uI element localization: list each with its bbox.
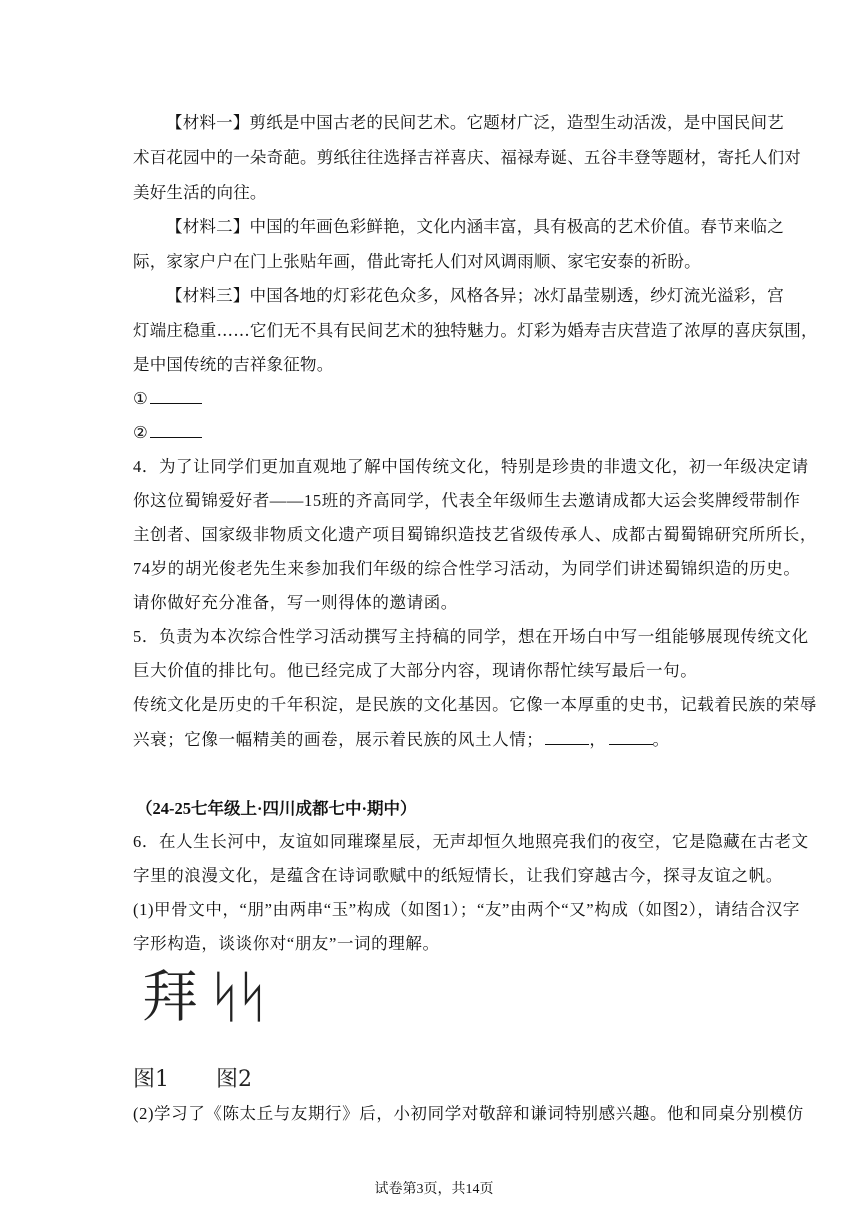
answer-blank-3[interactable] xyxy=(545,728,589,745)
question-4-line-5: 请你做好充分准备，写一则得体的邀请函。 xyxy=(133,593,458,612)
sentence-end: 。 xyxy=(652,730,670,749)
question-6-line-1: 6．在人生长河中，友谊如同璀璨星辰，无声却恒久地照亮我们的夜空，它是隐藏在古老文 xyxy=(133,832,809,851)
material-1-line-1: 【材料一】剪纸是中国古老的民间艺术。它题材广泛，造型生动活泼，是中国民间艺 xyxy=(166,113,784,132)
material-3-line-1: 【材料三】中国各地的灯彩花色众多，风格各异；冰灯晶莹剔透，纱灯流光溢彩，宫 xyxy=(166,286,784,305)
material-1-line-2: 术百花园中的一朵奇葩。剪纸往往选择吉祥喜庆、福禄寿诞、五谷丰登等题材，寄托人们对 xyxy=(133,148,801,167)
material-3-line-3: 是中国传统的吉祥象征物。 xyxy=(133,355,334,374)
material-2-line-2: 际，家家户户在门上张贴年画，借此寄托人们对风调雨顺、家宅安泰的祈盼。 xyxy=(133,252,701,271)
blank-separator: ， xyxy=(589,730,607,749)
answer-line-1[interactable] xyxy=(133,387,202,410)
answer-2-marker: ② xyxy=(133,423,148,442)
oracle-bone-peng-figure: 拜 xyxy=(142,965,198,1030)
question-6-sub1-line-2: 字形构造，谈谈你对“朋友”一词的理解。 xyxy=(133,934,440,953)
page-footer: 试卷第3页，共14页 xyxy=(374,1182,494,1197)
oracle-bone-you-figure: ᛋᛋ xyxy=(208,965,264,1030)
material-3-line-2: 灯端庄稳重……它们无不具有民间艺术的独特魅力。灯彩为婚寿吉庆营造了浓厚的喜庆氛围， xyxy=(133,321,818,340)
question-6-sub1-line-1: (1)甲骨文中，“朋”由两串“玉”构成（如图1）；“友”由两个“又”构成（如图2），请结合汉字 xyxy=(133,900,801,919)
answer-2-blank[interactable] xyxy=(150,421,202,438)
question-4-line-1: 4．为了让同学们更加直观地了解中国传统文化，特别是珍贵的非遗文化，初一年级决定请 xyxy=(133,457,809,476)
figure-1-label: 图1 xyxy=(133,1067,169,1092)
question-4-line-2: 你这位蜀锦爱好者——15班的齐高同学，代表全年级师生去邀请成都大运会奖牌绶带制作 xyxy=(133,491,801,510)
question-5-line-3: 传统文化是历史的千年积淀，是民族的文化基因。它像一本厚重的史书，记载着民族的荣辱 xyxy=(133,695,817,714)
question-6-line-2: 字里的浪漫文化，是蕴含在诗词歌赋中的纸短情长，让我们穿越古今，探寻友谊之帆。 xyxy=(133,866,783,885)
question-5-line-4 xyxy=(133,728,670,751)
question-5-line-2: 巨大价值的排比句。他已经完成了大部分内容，现请你帮忙续写最后一句。 xyxy=(133,661,698,680)
answer-blank-4[interactable] xyxy=(609,728,653,745)
material-2-line-1: 【材料二】中国的年画色彩鲜艳，文化内涵丰富，具有极高的艺术价值。春节来临之 xyxy=(166,217,784,236)
answer-1-marker: ① xyxy=(133,389,148,408)
question-4-line-4: 74岁的胡光俊老先生来参加我们年级的综合性学习活动，为同学们讲述蜀锦织造的历史。 xyxy=(133,559,801,578)
question-4-line-3: 主创者、国家级非物质文化遗产项目蜀锦织造技艺省级传承人、成都古蜀蜀锦研究所所长， xyxy=(133,525,817,544)
figure-2-label: 图2 xyxy=(216,1067,252,1092)
question-5-line-4-text: 兴衰；它像一幅精美的画卷，展示着民族的风土人情； xyxy=(133,730,544,749)
question-6-sub2-line-1: (2)学习了《陈太丘与友期行》后，小初同学对敬辞和谦词特别感兴趣。他和同桌分别模仿 xyxy=(133,1104,804,1123)
answer-1-blank[interactable] xyxy=(150,387,202,404)
question-5-line-1: 5．负责为本次综合性学习活动撰写主持稿的同学，想在开场白中写一组能够展现传统文化 xyxy=(133,627,809,646)
section-heading: （24-25七年级上·四川成都七中·期中） xyxy=(136,799,417,818)
answer-line-2[interactable] xyxy=(133,421,202,444)
material-1-line-3: 美好生活的向往。 xyxy=(133,183,267,202)
